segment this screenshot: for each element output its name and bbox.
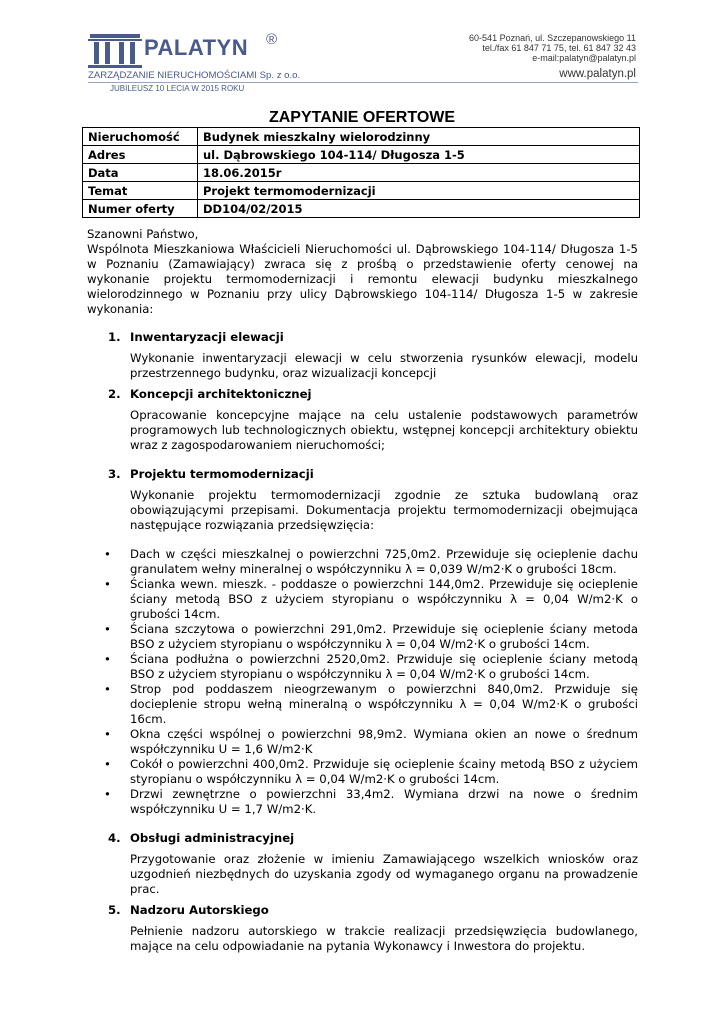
contact-email[interactable]: e-mail:palatyn@palatyn.pl [532, 53, 636, 63]
contact-address: 60-541 Poznań, ul. Szczepanowskiego 11 [469, 33, 636, 43]
jubilee-text: JUBILEUSZ 10 LECIA W 2015 ROKU [110, 84, 245, 93]
info-key: Data [83, 164, 198, 182]
section-heading [87, 831, 638, 846]
section-heading [87, 330, 638, 345]
intro-paragraph: Wspólnota Mieszkaniowa Właścicieli Nieruchomości ul. Dąbrowskiego 104-114/ Długosza 1-5 w Poznaniu (Zamawiający) zwraca się z prośbą o przedstawienie oferty cenowej na wykonanie projektu termomodernizacji i remontu elewacji budynku mieszkalnego wielorodzinnego w Poznaniu przy ulicy Dąbrowskiego 104-114/ Długosza 1-5 w zakresie wykonania: [87, 242, 638, 316]
logo-registered-mark: ® [266, 31, 278, 48]
section-description: Wykonanie inwentaryzacji elewacji w celu stworzenia rysunków elewacji, modelu przestrzennego budynku, oraz wizualizacji koncepcji [130, 351, 638, 380]
list-item-text: Okna części wspólnej o powierzchni 98,9m2. Wymiana okien an nowe o średnum współczynniku U = 1,6 W/m2·K [130, 727, 638, 756]
section-number: 1. [108, 330, 121, 344]
bullet-marker: • [104, 682, 111, 696]
bullet-marker: • [104, 622, 111, 636]
list-item [87, 727, 638, 757]
section-title: Inwentaryzacji elewacji [130, 330, 284, 344]
section-heading [87, 903, 638, 918]
list-item [87, 577, 638, 622]
list-item [87, 787, 638, 817]
section-number: 5. [108, 903, 121, 917]
section-title: Nadzoru Autorskiego [130, 903, 269, 917]
table-row [83, 164, 640, 182]
info-table [82, 127, 640, 218]
logo-subtitle: ZARZĄDZANIE NIERUCHOMOŚCIAMI Sp. z o.o. [88, 70, 301, 81]
section-title: Koncepcji architektonicznej [130, 387, 312, 401]
list-item [87, 757, 638, 787]
info-value: 18.06.2015r [198, 164, 640, 182]
info-value: ul. Dąbrowskiego 104-114/ Długosza 1-5 [198, 146, 640, 164]
section-description: Opracowanie koncepcyjne mające na celu ustalenie podstawowych parametrów programowych lub technologicznych obiektu, wstępnej koncepcji architektury obiektu wraz z zagospodarowaniem nieruchomości; [130, 408, 638, 452]
info-value: DD104/02/2015 [198, 200, 640, 218]
info-key: Numer oferty [83, 200, 198, 218]
list-item [87, 547, 638, 577]
list-item-text: Ścianka wewn. mieszk. - poddasze o powierzchni 144,0m2. Przewiduje się ocieplenie ściany metodą BSO z użyciem styropianu o współczynniku λ = 0,04 W/m2·K o grubości 14cm. [130, 577, 638, 621]
list-item [87, 622, 638, 652]
info-value: Budynek mieszkalny wielorodzinny [198, 128, 640, 146]
info-value: Projekt termomodernizacji [198, 182, 640, 200]
info-key: Nieruchomość [83, 128, 198, 146]
table-row [83, 128, 640, 146]
bullet-marker: • [104, 652, 111, 666]
palatyn-building-icon [88, 30, 144, 70]
greeting: Szanowni Państwo, [87, 227, 199, 241]
section-description: Przygotowanie oraz złożenie w imieniu Zamawiającego wszelkich wniosków oraz uzgodnień niezbędnych do uzyskania zgody od wymaganego organu na prowadzenie prac. [130, 852, 638, 896]
section-description: Pełnienie nadzoru autorskiego w trakcie realizacji przedsięwzięcia budowlanego, mające na celu odpowiadanie na pytania Wykonawcy i Inwestora do projektu. [130, 924, 638, 953]
table-row [83, 200, 640, 218]
bullet-marker: • [104, 787, 111, 801]
section-heading [87, 467, 638, 482]
section-number: 3. [108, 467, 121, 481]
bullet-marker: • [104, 757, 111, 771]
section-number: 4. [108, 831, 121, 845]
company-logo [88, 30, 328, 88]
list-item [87, 682, 638, 727]
info-key: Adres [83, 146, 198, 164]
contact-phone: tel./fax 61 847 71 75, tel. 61 847 32 43 [482, 43, 636, 53]
section-title: Obsługi administracyjnej [130, 831, 295, 845]
header-divider [88, 82, 638, 83]
document-title: ZAPYTANIE OFERTOWE [268, 109, 456, 126]
list-item-text: Dach w części mieszkalnej o powierzchni 725,0m2. Przewiduje się ocieplenie dachu granulatem wełny mineralnej o współczynniku λ = 0,039 W/m2·K o grubości 18cm. [130, 547, 638, 576]
section-description: Wykonanie projektu termomodernizacji zgodnie ze sztuka budowlaną oraz obowiązującymi przepisami. Dokumentacja projektu termomodernizacji obejmująca następujące rozwiązania przedsięwzięcia: [130, 488, 638, 532]
bullet-marker: • [104, 577, 111, 591]
letter-body [87, 227, 638, 954]
website-link[interactable]: www.palatyn.pl [559, 68, 636, 80]
table-row [83, 146, 640, 164]
bullet-marker: • [104, 547, 111, 561]
contact-block [469, 33, 636, 63]
section-title: Projektu termomodernizacji [130, 467, 314, 481]
list-item-text: Ściana szczytowa o powierzchni 291,0m2. Przewiduje się ocieplenie ściany metoda BSO z użyciem styropianu o współczynniku λ = 0,04 W/m2·K o grubości 14cm. [130, 622, 638, 651]
list-item [87, 652, 638, 682]
bullet-marker: • [104, 727, 111, 741]
table-row [83, 182, 640, 200]
list-item-text: Drzwi zewnętrzne o powierzchni 33,4m2. Wymiana drzwi na nowe o średnim współczynniku U = 1,7 W/m2·K. [130, 787, 638, 816]
measures-list [87, 547, 638, 817]
section-heading [87, 387, 638, 402]
logo-name: PALATYN [144, 35, 249, 60]
list-item-text: Ściana podłużna o powierzchni 2520,0m2. Przwiduje się ocieplenie ściany metodą BSO z użyciem styropianu o współczynniku λ = 0,04 W/m2·K o grubości 14cm. [130, 652, 638, 681]
list-item-text: Cokół o powierzchni 400,0m2. Przwiduje się ocieplenie ścainy metodą BSO z użyciem styropianu o współczynniku λ = 0,04 W/m2·K o grubości 14cm. [130, 757, 638, 786]
section-number: 2. [108, 387, 121, 401]
list-item-text: Strop pod poddaszem nieogrzewanym o powierzchni 840,0m2. Przwiduje się docieplenie stropu wełną mineralną o współczynniku λ = 0,04 W/m2·K o grubości 16cm. [130, 682, 638, 726]
info-key: Temat [83, 182, 198, 200]
